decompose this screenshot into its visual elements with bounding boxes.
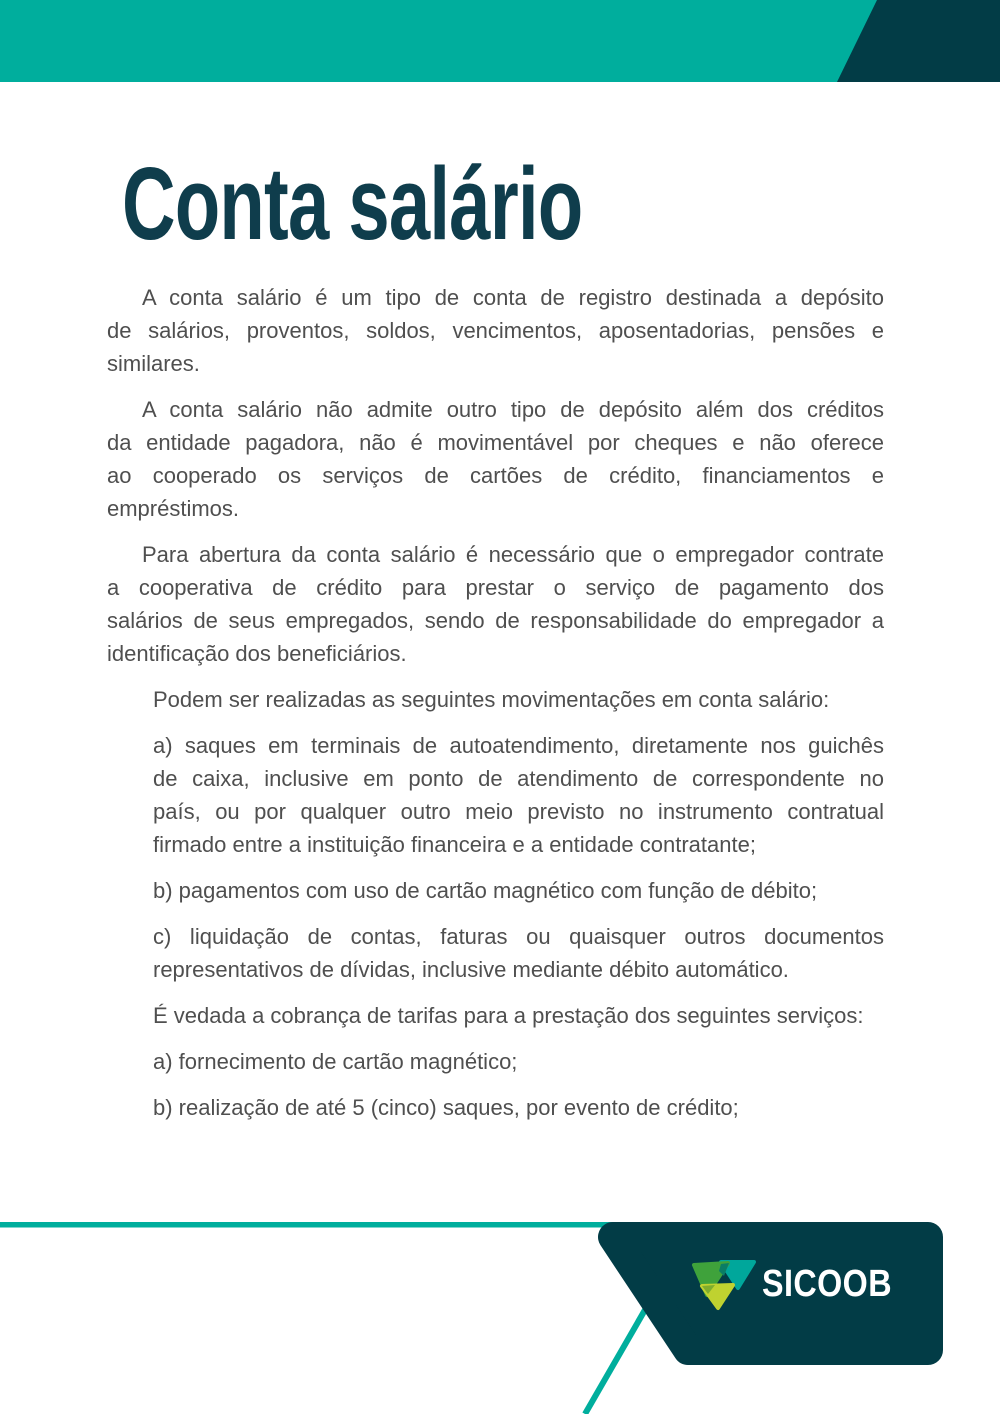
- text-line: Para abertura da conta salário é necessário que o empregador contrate: [142, 542, 884, 567]
- text-line: b) pagamentos com uso de cartão magnético com função de débito;: [153, 878, 818, 903]
- list-item: [153, 1091, 884, 1124]
- text-line: a cooperativa de crédito para prestar o serviço de pagamento dos: [107, 575, 884, 600]
- paragraph: [153, 999, 884, 1032]
- text-line: É vedada a cobrança de tarifas para a prestação dos seguintes serviços:: [153, 1003, 864, 1028]
- list-item: [153, 874, 884, 907]
- text-line: representativos de dívidas, inclusive mediante débito automático.: [153, 957, 789, 982]
- text-line: a) saques em terminais de autoatendimento, diretamente nos guichês: [153, 733, 884, 758]
- text-line: c) liquidação de contas, faturas ou quaisquer outros documentos: [153, 924, 884, 949]
- text-line: similares.: [107, 351, 200, 376]
- body-text: [107, 281, 884, 1137]
- text-line: b) realização de até 5 (cinco) saques, por evento de crédito;: [153, 1095, 739, 1120]
- paragraph: [107, 393, 884, 525]
- text-line: Podem ser realizadas as seguintes movimentações em conta salário:: [153, 687, 830, 712]
- text-line: de caixa, inclusive em ponto de atendimento de correspondente no: [153, 766, 884, 791]
- indented-section: [153, 683, 884, 1124]
- text-line: A conta salário é um tipo de conta de registro destinada a depósito: [142, 285, 884, 310]
- paragraph: [107, 538, 884, 670]
- footer-divider-line: [0, 1222, 632, 1228]
- list-item: [153, 729, 884, 861]
- brand-wordmark: SICOOB: [762, 1263, 892, 1305]
- list-item: [153, 920, 884, 986]
- page-title: Conta salário: [122, 146, 583, 261]
- text-line: identificação dos beneficiários.: [107, 641, 407, 666]
- text-line: empréstimos.: [107, 496, 240, 521]
- text-line: a) fornecimento de cartão magnético;: [153, 1049, 518, 1074]
- paragraph: [107, 281, 884, 380]
- text-line: firmado entre a instituição financeira e a entidade contratante;: [153, 832, 756, 857]
- list-item: [153, 1045, 884, 1078]
- text-line: ao cooperado os serviços de cartões de crédito, financiamentos e: [107, 463, 884, 488]
- footer-graphic: [0, 1216, 1000, 1414]
- paragraph: [153, 683, 884, 716]
- text-line: salários de seus empregados, sendo de responsabilidade do empregador a: [107, 608, 884, 633]
- text-line: A conta salário não admite outro tipo de depósito além dos créditos: [142, 397, 884, 422]
- text-line: da entidade pagadora, não é movimentável por cheques e não oferece: [107, 430, 884, 455]
- text-line: de salários, proventos, soldos, vencimentos, aposentadorias, pensões e: [107, 318, 884, 343]
- text-line: país, ou por qualquer outro meio previsto no instrumento contratual: [153, 799, 884, 824]
